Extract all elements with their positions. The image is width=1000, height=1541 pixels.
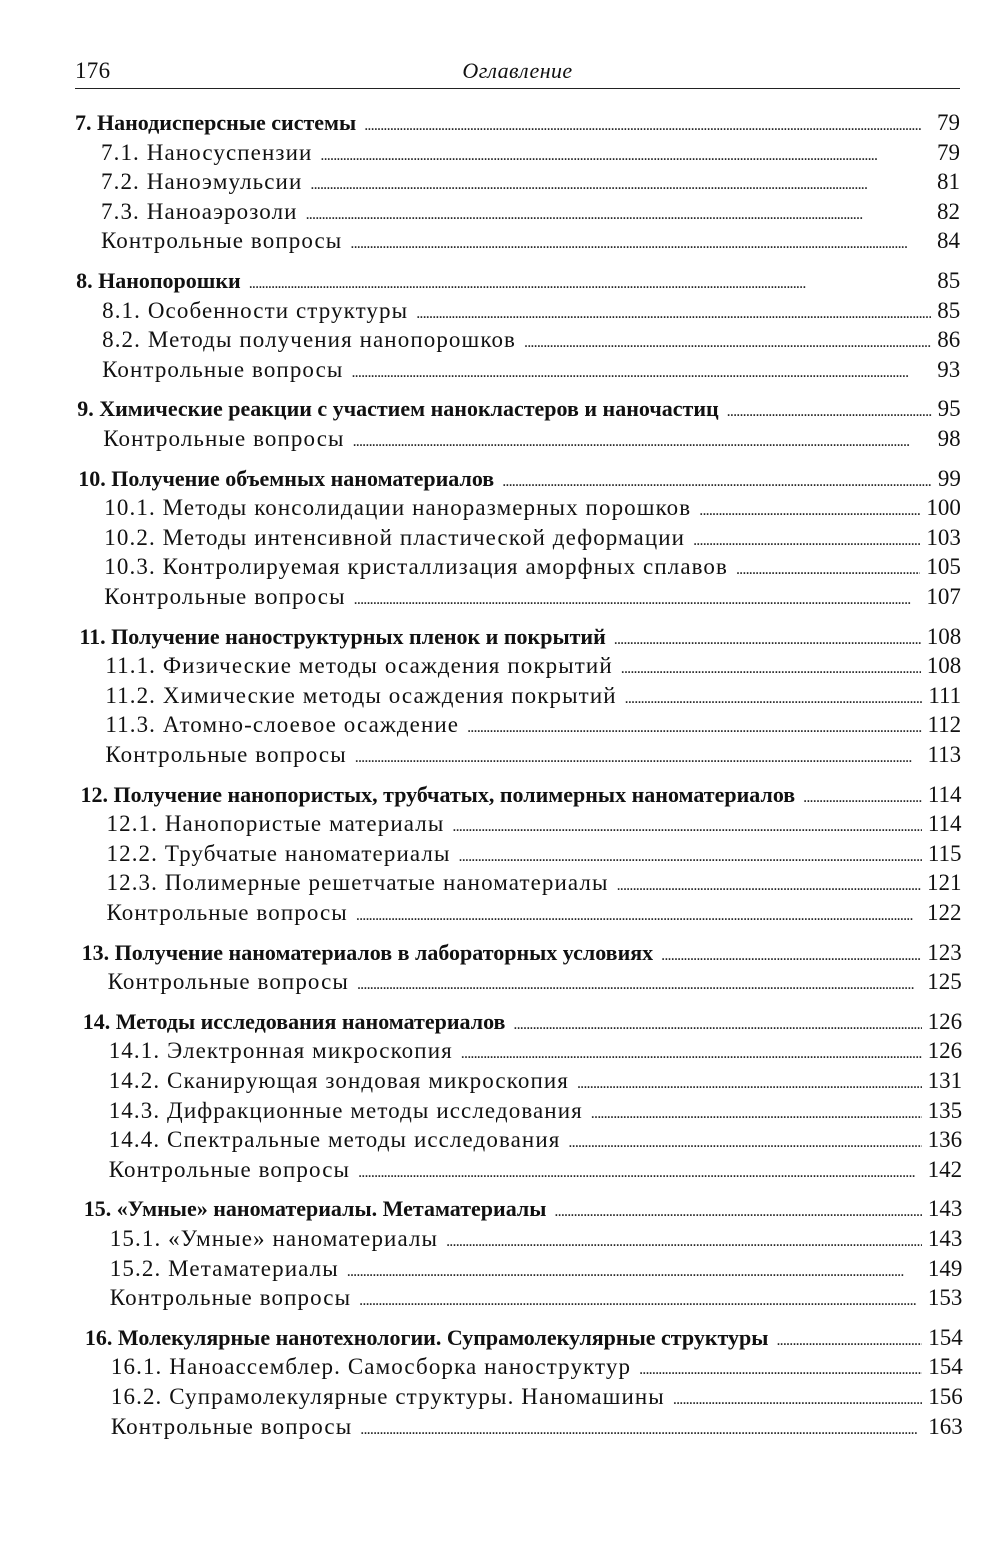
dot-leader — [639, 1355, 922, 1385]
toc-section-entry — [111, 1352, 963, 1382]
toc-entry-page: 79 — [937, 139, 960, 165]
toc-entry-title: 8.1. Особенности структуры — [102, 297, 409, 323]
toc-section-entry — [105, 710, 961, 740]
running-title: Оглавление — [462, 58, 573, 83]
toc-entry-title: 11. Получение наноструктурных пленок и покрытий — [79, 623, 606, 649]
dot-leader — [353, 427, 932, 457]
toc-entry-page: 115 — [927, 840, 962, 866]
toc-entry-title: 11.3. Атомно-слоевое осаждение — [105, 712, 460, 738]
dot-leader — [614, 625, 921, 655]
toc-section-entry — [104, 493, 961, 523]
toc-section-entry — [110, 1254, 963, 1284]
toc-entry-page: 135 — [927, 1097, 963, 1123]
dot-leader — [568, 1128, 921, 1158]
toc-entry-title: 14.3. Дифракционные методы исследования — [108, 1097, 583, 1123]
toc-entry-title: Контрольные вопросы — [107, 969, 349, 995]
toc-entry-title: 15.2. Метаматериалы — [109, 1255, 339, 1281]
dot-leader — [591, 1099, 922, 1129]
toc-section-entry — [110, 1283, 963, 1313]
toc-entry-title: 7. Нанодисперсные системы — [75, 110, 357, 135]
toc-section-entry — [101, 226, 960, 256]
toc-entry-page: 93 — [937, 356, 961, 382]
toc-entry-page: 107 — [926, 584, 961, 609]
toc-entry-title: 16. Молекулярные нанотехнологии. Супрамолекулярные структуры — [84, 1324, 769, 1350]
toc-section-entry — [111, 1382, 963, 1412]
toc-entry-page: 98 — [937, 426, 961, 451]
toc-entry-page: 131 — [927, 1068, 963, 1093]
dot-leader — [459, 842, 922, 872]
toc-entry-title: 8.2. Методы получения нанопорошков — [102, 327, 517, 353]
dot-leader — [467, 713, 921, 743]
toc-entry-page: 126 — [927, 1038, 963, 1064]
toc-entry-page: 149 — [927, 1255, 963, 1281]
dot-leader — [617, 871, 921, 901]
toc-entry-title: 8. Нанопорошки — [76, 268, 241, 293]
toc-entry-title: Контрольные вопросы — [103, 426, 345, 451]
dot-leader — [661, 941, 921, 971]
dot-leader — [358, 1158, 922, 1188]
toc-entry-page: 85 — [937, 268, 961, 293]
toc-entry-page: 103 — [926, 524, 961, 550]
toc-chapter-entry — [84, 1194, 963, 1224]
toc-chapter-entry — [77, 394, 960, 424]
toc-section-entry — [101, 197, 960, 227]
toc-section-entry — [111, 1412, 963, 1442]
toc-entry-page: 143 — [927, 1196, 963, 1222]
toc-entry-page: 154 — [928, 1324, 963, 1350]
toc-chapter-entry — [81, 780, 962, 810]
toc-entry-page: 114 — [927, 811, 962, 837]
dot-leader — [524, 328, 931, 358]
dot-leader — [360, 1415, 922, 1445]
toc-entry-page: 121 — [927, 870, 962, 896]
dot-leader — [502, 467, 932, 497]
toc-entry-page: 86 — [937, 327, 961, 353]
toc-chapter-entry — [82, 938, 962, 968]
toc-entry-page: 163 — [928, 1413, 963, 1439]
toc-entry-page: 142 — [927, 1156, 963, 1182]
toc-entry-title: 9. Химические реакции с участием нанокластеров и наночастиц — [77, 396, 719, 422]
toc-entry-page: 114 — [927, 781, 962, 807]
toc-section-entry — [109, 1096, 962, 1126]
toc-section-entry — [107, 868, 962, 898]
toc-section-entry — [103, 424, 960, 454]
toc-entry-page: 84 — [937, 228, 960, 254]
toc-section-entry — [105, 740, 961, 770]
dot-leader — [416, 299, 931, 329]
dot-leader — [452, 812, 921, 842]
dot-leader — [359, 1286, 922, 1316]
toc-section-entry — [102, 296, 960, 326]
toc-entry-page: 113 — [927, 742, 962, 767]
dot-leader — [693, 526, 920, 556]
toc-entry-page: 95 — [937, 396, 961, 422]
toc-entry-title: Контрольные вопросы — [106, 900, 348, 925]
toc-entry-title: Контрольные вопросы — [108, 1156, 351, 1182]
toc-entry-title: 7.1. Наносуспензии — [101, 139, 313, 165]
toc-entry-title: 14. Методы исследования наноматериалов — [82, 1008, 506, 1034]
dot-leader — [513, 1010, 921, 1040]
dot-leader — [354, 585, 921, 615]
toc-entry-page: 122 — [927, 900, 962, 925]
toc-entry-page: 79 — [937, 110, 960, 135]
toc-entry-page: 126 — [927, 1008, 963, 1034]
toc-entry-title: 16.1. Наноассемблер. Самосборка наноструктур — [110, 1354, 632, 1380]
toc-section-entry — [102, 325, 960, 355]
toc-entry-page: 112 — [927, 712, 962, 738]
dot-leader — [803, 783, 922, 813]
dot-leader — [554, 1197, 921, 1227]
dot-leader — [310, 170, 931, 200]
page-header — [75, 56, 960, 89]
toc-entry-title: 15.1. «Умные» наноматериалы — [109, 1226, 439, 1251]
toc-entry-title: 10.1. Методы консолидации наноразмерных порошков — [104, 495, 692, 521]
toc-chapter-entry — [75, 108, 960, 138]
toc-section-entry — [107, 839, 962, 869]
toc-entry-title: 12.1. Нанопористые материалы — [106, 811, 445, 837]
dot-leader — [621, 654, 921, 684]
toc-entry-page: 108 — [926, 623, 962, 649]
dot-leader — [699, 496, 920, 526]
toc-entry-page: 108 — [926, 653, 962, 679]
toc-section-entry — [109, 1036, 962, 1066]
dot-leader — [776, 1326, 922, 1356]
toc-entry-page: 153 — [927, 1285, 963, 1311]
toc-entry-title: Контрольные вопросы — [105, 742, 347, 767]
toc-entry-title: Контрольные вопросы — [101, 228, 343, 254]
dot-leader — [355, 743, 922, 773]
toc-entry-title: 10.2. Методы интенсивной пластической деформации — [104, 524, 686, 550]
toc-entry-title: 14.2. Сканирующая зондовая микроскопия — [108, 1068, 569, 1093]
toc-entry-title: 11.2. Химические методы осаждения покрытий — [105, 682, 617, 708]
toc-chapter-entry — [79, 622, 961, 652]
page-number: 176 — [75, 58, 111, 83]
toc-entry-page: 100 — [926, 495, 961, 521]
toc-entry-page: 136 — [927, 1127, 963, 1153]
toc-entry-title: Контрольные вопросы — [110, 1413, 353, 1439]
toc-entry-title: 7.3. Наноаэрозоли — [101, 198, 298, 224]
toc-entry-title: Контрольные вопросы — [104, 584, 346, 609]
dot-leader — [727, 397, 932, 427]
toc-entry-title: Контрольные вопросы — [109, 1285, 352, 1311]
toc-entry-page: 82 — [937, 198, 960, 224]
toc-section-entry — [110, 1224, 963, 1254]
toc-section-entry — [104, 582, 961, 612]
dot-leader — [446, 1227, 922, 1257]
dot-leader — [577, 1069, 922, 1099]
dot-leader — [347, 1257, 922, 1287]
toc-entry-title: 11.1. Физические методы осаждения покрытий — [105, 653, 613, 679]
toc-entry-title: 16.2. Супрамолекулярные структуры. Наномашины — [110, 1384, 665, 1409]
toc-entry-title: 14.4. Спектральные методы исследования — [108, 1127, 561, 1153]
toc-entry-title: 14.1. Электронная микроскопия — [108, 1038, 453, 1064]
toc-section-entry — [109, 1155, 962, 1185]
toc-section-entry — [107, 809, 962, 839]
toc-entry-title: 7.2. Наноэмульсии — [101, 169, 303, 195]
toc-entry-page: 111 — [928, 682, 962, 708]
toc-entry-page: 154 — [928, 1354, 963, 1380]
toc-section-entry — [104, 552, 961, 582]
toc-section-entry — [105, 651, 961, 681]
toc-entry-title: 10.3. Контролируемая кристаллизация аморфных сплавов — [104, 554, 728, 580]
toc-entry-title: 12.3. Полимерные решетчатые наноматериалы — [106, 870, 609, 896]
toc-entry-page: 123 — [927, 939, 962, 965]
dot-leader — [351, 358, 931, 388]
toc-entry-title: 12.2. Трубчатые наноматериалы — [106, 840, 451, 866]
dot-leader — [461, 1039, 922, 1069]
toc-section-entry — [109, 1066, 962, 1096]
dot-leader — [357, 970, 921, 1000]
toc-chapter-entry — [76, 266, 960, 296]
toc-chapter-entry — [78, 464, 961, 494]
toc-entry-page: 156 — [928, 1384, 963, 1409]
toc-entry-page: 81 — [937, 169, 960, 195]
toc-entry-title: 10. Получение объемных наноматериалов — [78, 465, 495, 491]
toc-section-entry — [101, 138, 960, 168]
toc-entry-title: 12. Получение нанопористых, трубчатых, полимерных наноматериалов — [80, 781, 796, 807]
toc-section-entry — [105, 681, 961, 711]
dot-leader — [364, 111, 931, 141]
dot-leader — [625, 684, 923, 714]
toc-entry-page: 85 — [937, 297, 961, 323]
dot-leader — [320, 141, 931, 171]
dot-leader — [736, 555, 920, 585]
dot-leader — [356, 901, 921, 931]
toc-section-entry — [102, 355, 960, 385]
toc-entry-page: 125 — [927, 969, 962, 995]
toc-section-entry — [109, 1125, 962, 1155]
toc-entry-page: 143 — [927, 1226, 963, 1251]
toc-entry-title: 13. Получение наноматериалов в лабораторных условиях — [81, 939, 654, 965]
toc-entry-page: 105 — [926, 554, 961, 580]
toc-chapter-entry — [83, 1007, 962, 1037]
dot-leader — [673, 1385, 922, 1415]
dot-leader — [249, 269, 932, 299]
toc-section-entry — [104, 523, 961, 553]
toc-entry-title: Контрольные вопросы — [102, 356, 344, 382]
dot-leader — [306, 200, 931, 230]
toc-section-entry — [108, 967, 962, 997]
toc-section-entry — [107, 898, 962, 928]
dot-leader — [350, 229, 931, 259]
toc-entry-title: 15. «Умные» наноматериалы. Метаматериалы — [83, 1196, 547, 1222]
toc-entry-page: 99 — [937, 465, 961, 491]
toc-section-entry — [101, 167, 960, 197]
toc-chapter-entry — [85, 1323, 963, 1353]
